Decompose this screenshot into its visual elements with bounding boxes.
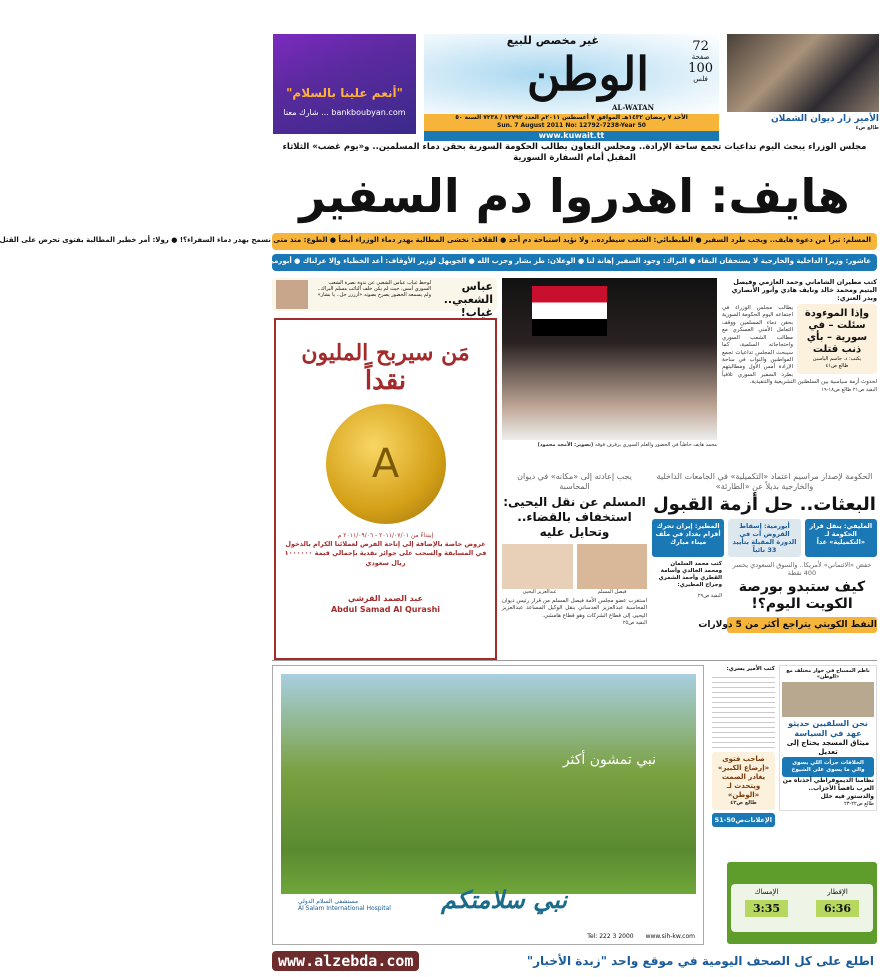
lead-body: يطالب مجلس الوزراء في اجتماعه اليوم الحكومة السورية بحقن دماء المسلمين ووقف التعامل الأمني العسكري مع مطالب الشعب السوري واحتجاجاته السلمية، كما سيبحث المجلس تداعيات تجمع المواطنين والنواب في ساحة الإرادة أمس الأول ومطالبتهم بطرد السفير السوري تلافياً لحدوث أزمة سياسية بين السلطتين التشريعية والتنفيذية.: [722, 305, 877, 386]
muslim-photos: [502, 544, 647, 589]
muslim-photo: [577, 544, 648, 589]
name-label: فيصل المسلم: [597, 589, 627, 595]
page-count: [688, 40, 713, 84]
interview-sub: ميثاق المسجد يحتاج إلى تعديل: [786, 739, 870, 756]
footer-url[interactable]: www.alzebda.com: [272, 951, 419, 971]
date-english: Sun. 7 August 2011 No: 12792-7238-Year 50: [497, 122, 646, 129]
ad-url: bankboubyan.com ... شارك معنا: [283, 108, 406, 117]
date-arabic: الأحد ٧ رمضان ١٤٣٢هـ الموافق ٧ أغسطس ٢٠١١م العدد ١٢٧٩٢ / ٧٢٣٨ السنة ٥٠: [455, 114, 688, 121]
footer-message: اطلع على كل الصحف اليومية في موقع واحد "زبدة الأخبار": [526, 954, 874, 968]
gold-coin-image: A: [326, 404, 446, 524]
ad-brand-en: Abdul Samad Al Qurashi: [330, 604, 441, 614]
abbas-text: لوحظ غياب عباس الشعبي عن ندوة نصرة الشعب السوري أمس، حيث لم يكن خلف النائب مسلم البراك.. ولم يسمعه الحضور يصرخ بصوته «أرررر حل.. يا بشار»: [317, 280, 431, 298]
ticker-blue: عاشور: وزيرا الداخلية والخارجية لا يستحقان البقاء ● البراك: وجود السفير إهانة لنا ● الوعلان: طز بشار وحزب الله ● الجويهل لوزير الأوقاف: أعد الخطباء وإلا عزلناك ● أبورمية: بقاؤه مرتبط باشتقاقه ● الدستورية الإسلامية: الدماء معصومة: [272, 254, 877, 271]
newspaper-latin-name: AL-WATAN: [612, 103, 654, 112]
interview-kicker: ناظم المسباح في حوار مختلف مع «الوطن»: [786, 668, 870, 680]
mutair-box: المطير: إيران تحرك أقزام بغداد في ملف ميناء مبارك: [652, 519, 724, 557]
scholarships-kicker: الحكومة لإصدار مراسيم اعتماد «التكميلية» في الجامعات الداخلية والخارجية بديلاً عن «الطارئة»: [656, 472, 873, 491]
hospital-tel: Tel: 222 3 2000: [587, 933, 634, 940]
ad-line2: نقداً: [364, 366, 407, 396]
hospital-name: [298, 898, 391, 912]
mlaifi-box: المليفي: ينقل قرار الحكومة لـ «التكميلية» غداً: [805, 519, 877, 557]
ad-campaign: نبي سلامتكم: [441, 886, 568, 914]
iftar-time: 6:36: [816, 900, 859, 917]
fatwa-ref: طالع ص٤٣: [730, 800, 757, 806]
fatwa-title: صاحب فتوى «إرضاع الكبير» يغادر الصمت ويتحدث لـ «الوطن»: [717, 755, 770, 799]
quote-author: يكتب: د. جاسم الياسين: [812, 356, 862, 362]
muslim-story: [502, 472, 647, 627]
name-label: عبدالعزيز اليحيى: [522, 589, 557, 595]
scholarships-byline: كتب محمد السلمان ومحمد الخالدي وأسامة القطري وأحمد الشمري وجراح المطيري:: [658, 561, 722, 588]
fatwa-box: [712, 752, 775, 810]
not-for-sale: غير مخصص للبيع: [506, 34, 599, 47]
ad-tagline: نبي تمشون أكثر: [562, 752, 656, 768]
rally-photo: [502, 278, 717, 440]
bourse-kicker: خفض «الائتماني» لأمريكا.. والسوق السعودي يخسر 400 نقطة: [732, 561, 872, 577]
lead-more[interactable]: البقية ص٢١ طالع ص١٨-١٩: [821, 386, 877, 393]
ad-offer: عروض خاصة بالإضافة إلى إتاحة الفرص لعملائنا الكرام بالدخول في المسابقة والسحب على جوائز نقدية بإجمالي قيمة ١٠٠٠٠٠٠ ريال سعودي: [284, 540, 487, 567]
main-headline: هايف: اهدروا دم السفير: [299, 169, 850, 223]
lead-byline: كتب مطيران الشاماني وحمد العازمي وفيصل اليتيم ومحمد خالد ونايف هادي وأنور الأنصاري وبدر العنزي:: [731, 278, 877, 302]
ad-slogan: "أنعم علينا بالسلام": [286, 86, 403, 100]
lower-row: [652, 561, 877, 633]
yahya-photo: [502, 544, 573, 589]
quote-ref[interactable]: طالع ص٤١: [825, 363, 849, 369]
scholarship-boxes: [652, 519, 877, 557]
subheadline: مجلس الوزراء يبحث اليوم تداعيات تجمع ساحة الإرادة.. ومجلس التعاون يطالب الحكومة السورية بحقن دماء المسلمين.. و«يوم غضب» الثلاثاء المقبل أمام السفارة السورية: [282, 142, 867, 163]
emir-caption-text: الأمير زار ديوان الشملان: [770, 114, 879, 124]
hospital-name-en: Al Salam International Hospital: [298, 905, 391, 912]
price-value: 100: [688, 60, 713, 76]
hospital-web: www.sih-kw.com: [645, 933, 695, 940]
abbas-photo: [276, 280, 308, 309]
ticker-orange: المسلم: تبرأ من دعوة هايف.. ويجب طرد السفير ● الطبطبائي: الشعب سيطرده.. ولا نؤيد استباحة دم أحد ● القلاف: نخشى المطالبة بهدر دماء الوزراء أيضاً ● الطوع: منذ متى نسمح بهدر دماء السفراء؟! ● رولا: أمر خطير المطالبة بفتوى تحرض على القتل: [272, 233, 877, 250]
ad-dates: إبتداءً من ٢٠١١/٠٧/٠١ - ٢٠١١/٠٩/٠٦ م: [337, 532, 434, 539]
bourse-body: [712, 673, 775, 748]
lead-story: [722, 278, 877, 393]
iftar-label: الإفطار: [827, 888, 848, 896]
scholarships-title: البعثات.. حل أزمة القبول: [653, 494, 876, 515]
classifieds-box[interactable]: [712, 813, 775, 827]
photo-caption-text: محمد هايف خاطباً في الحضور والعلم السوري يرفرف فوقه: [594, 442, 717, 448]
classifieds-label: الإعلانات: [744, 816, 772, 824]
bourse-byline: كتب الأمير يسري:: [726, 666, 775, 672]
muslim-kicker: يجب إعادته إلى «مكانه» في ديوان المحاسبة: [517, 472, 632, 491]
muslim-body: استغرب عضو مجلس الأمة فيصل المسلم من قرار رئيس ديوان المحاسبة عبدالعزيز العدساني بنقل الوكيل المساعد عبدالعزيز اليحيى إلى قطاع الشركات وهو قطاع هامشي.: [502, 598, 647, 619]
imsak-label: الإمساك: [754, 888, 779, 896]
abbas-title: عباس الشعبي.. غياب!: [443, 280, 493, 319]
hospital-name-ar: مستشفى السلام الدولي: [298, 898, 359, 905]
classifieds-pages: ص50-51: [714, 816, 745, 824]
scholarships-story: [652, 472, 877, 633]
oil-banner: النفط الكويتي يتراجع أكثر من 5 دولارات: [727, 617, 877, 633]
abbas-box: [272, 278, 497, 319]
muslim-title: المسلم عن نقل اليحيى: استخفاف بالقضاء.. وتحايل عليه: [503, 495, 646, 539]
prayer-times: [727, 862, 877, 944]
masthead: [424, 34, 719, 114]
ad-line1: مَن سيربح المليون: [301, 340, 470, 366]
emir-caption: [727, 114, 879, 132]
website-link[interactable]: www.kuwait.tt: [424, 131, 719, 141]
muslim-more[interactable]: البقية ص٢٥: [622, 620, 647, 627]
bourse-title: كيف ستبدو بورصة الكويت اليوم؟!: [738, 579, 866, 612]
quote-box: [797, 304, 877, 374]
photo-caption: [502, 442, 717, 449]
divider: [272, 660, 877, 661]
qurashi-ad[interactable]: [274, 318, 497, 660]
price-label: فلس: [693, 75, 708, 84]
musabah-interview: [779, 665, 877, 811]
hospital-ad[interactable]: [272, 665, 704, 945]
musabah-photo: [782, 682, 874, 717]
newspaper-name: الوطن: [526, 47, 649, 101]
interview-ref: طالع ص٢٢-٢٣: [844, 801, 874, 807]
photo-credit: (تصوير: الأمجد محمود): [537, 442, 594, 448]
scholarships-byline-col: [652, 561, 722, 633]
boubyan-bank-ad[interactable]: [273, 34, 416, 134]
quote-text: وإذا الموءودة سئلت – في سورية – بأي ذنب قتلت: [804, 308, 870, 355]
dateline: [424, 114, 719, 131]
footer-banner: [257, 945, 889, 977]
pages-label: صفحة: [691, 53, 710, 62]
pages-value: 72: [692, 39, 709, 54]
bourse-body-col: [712, 665, 775, 827]
emir-photo: [727, 34, 879, 112]
imsak-time: 3:35: [745, 900, 788, 917]
interview-box: الخلافات جرأت اللي يسوى والي ما يسوى على الشيوخ: [782, 757, 874, 777]
scholarships-more[interactable]: البقية ص٢٩: [697, 593, 722, 599]
hospital-contact: [281, 933, 695, 940]
interview-line: نظامنا الديموقراطي أخذناه من الغرب ناقصاً الأحزاب.. والدستور فيه خلل: [782, 777, 874, 800]
syrian-flag: [532, 286, 607, 336]
ad-brand-ar: عبد الصمد القرشي: [348, 593, 423, 603]
emir-ref: طالع ص٤: [855, 125, 879, 131]
abu-rumaya-box: أبورمية: إسقاط القروض آت في الدورة المقبلة بتأييد 33 نائباً: [728, 519, 800, 557]
interview-title: نحن السلفيين حديثو عهد في السياسة: [788, 719, 868, 738]
